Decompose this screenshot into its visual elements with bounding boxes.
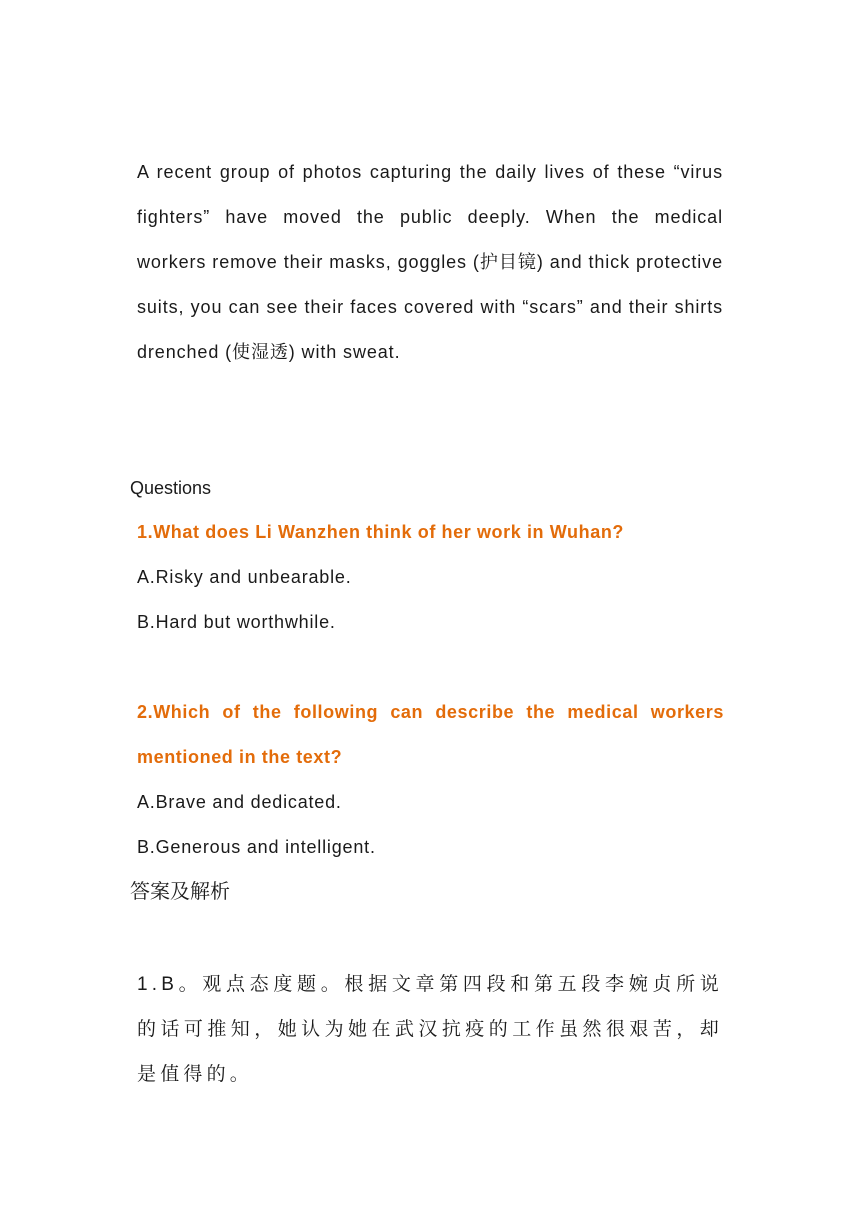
question-2-option-b: B.Generous and intelligent. bbox=[137, 837, 376, 857]
question-2-option-a: A.Brave and dedicated. bbox=[137, 792, 342, 812]
questions-heading: Questions bbox=[130, 478, 212, 498]
question-block-1 bbox=[137, 510, 724, 645]
question-1-option-b: B.Hard but worthwhile. bbox=[137, 612, 336, 632]
answers-heading: 答案及解析 bbox=[130, 881, 230, 903]
question-2-text: 2.Which of the following can describe the medical workers mentioned in the text? bbox=[137, 702, 724, 767]
passage-paragraph: A recent group of photos capturing the daily lives of these “virus fighters” have moved the public deeply. When the medical workers remove their masks, goggles (护目镜) and thick protective suits, you can see their faces covered with “scars” and their shirts drenched (使湿透) with sweat. bbox=[137, 162, 723, 362]
answer-explanation: 1.B。观点态度题。根据文章第四段和第五段李婉贞所说的话可推知，她认为她在武汉抗疫的工作虽然很艰苦，却是值得的。 bbox=[137, 974, 723, 1085]
question-1-option-a: A.Risky and unbearable. bbox=[137, 567, 352, 587]
question-block-2 bbox=[137, 690, 724, 870]
question-1-text: 1.What does Li Wanzhen think of her work in Wuhan? bbox=[137, 522, 625, 542]
